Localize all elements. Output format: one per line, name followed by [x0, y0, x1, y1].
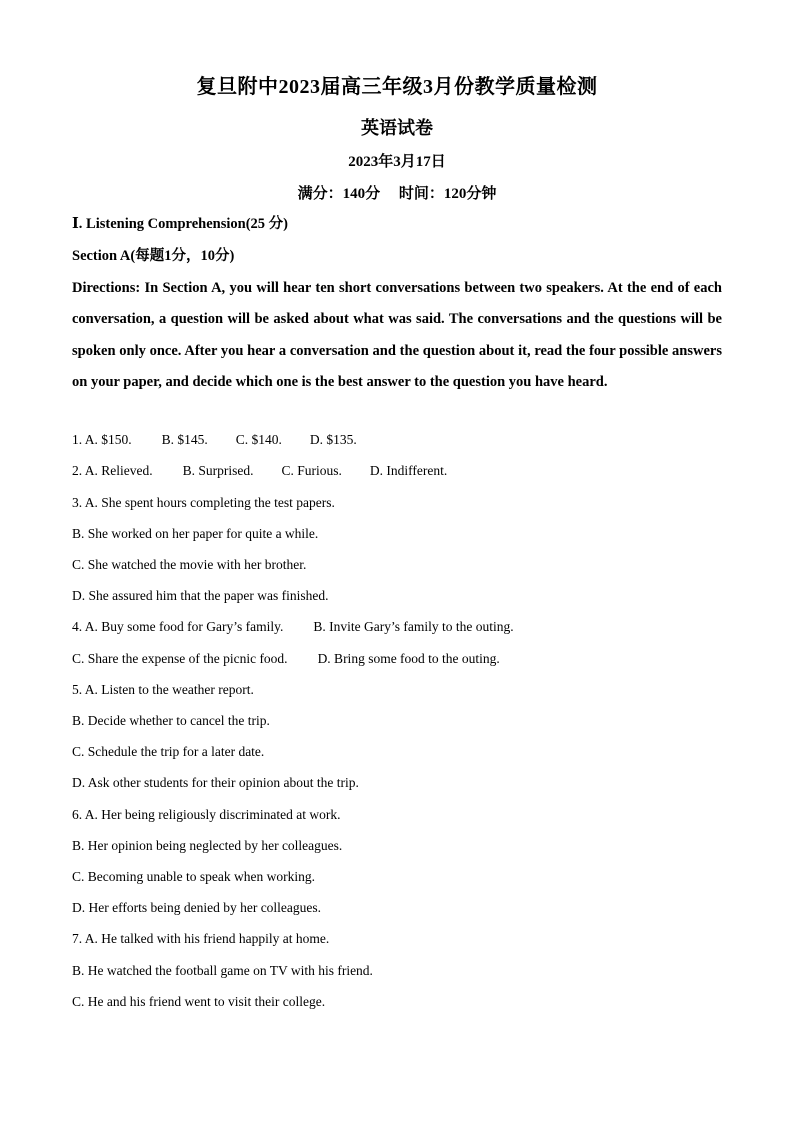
- q1-option-a: 1. A. $150.: [72, 432, 132, 447]
- q7-option-a: 7. A. He talked with his friend happily at home.: [72, 931, 330, 946]
- q1-option-b: B. $145.: [161, 432, 208, 447]
- q6-option-b: B. Her opinion being neglected by her colleagues.: [72, 838, 343, 853]
- q2-option-d: D. Indifferent.: [369, 463, 448, 478]
- exam-date: 2023年3月17日: [348, 154, 446, 170]
- q4-option-c: C. Share the expense of the picnic food.: [72, 651, 288, 666]
- score-and-time: 满分：140分 时间：120分钟: [297, 186, 497, 202]
- q4-option-a: 4. A. Buy some food for Gary’s family.: [72, 619, 284, 634]
- q3-option-b: B. She worked on her paper for quite a while.: [72, 526, 319, 541]
- question-4-row-1: [72, 619, 514, 635]
- q4-option-b: B. Invite Gary’s family to the outing.: [313, 619, 514, 634]
- q1-option-d: D. $135.: [309, 432, 357, 447]
- q5-option-d: D. Ask other students for their opinion about the trip.: [72, 775, 359, 790]
- q5-option-a: 5. A. Listen to the weather report.: [72, 682, 254, 697]
- q3-option-d: D. She assured him that the paper was finished.: [72, 588, 329, 603]
- q6-option-d: D. Her efforts being denied by her colleagues.: [72, 900, 322, 915]
- question-1: [72, 432, 357, 448]
- q4-option-d: D. Bring some food to the outing.: [317, 651, 500, 666]
- question-2: [72, 463, 447, 479]
- exam-title: 复旦附中2023届高三年级3月份教学质量检测: [196, 76, 598, 98]
- directions-paragraph: Directions: In Section A, you will hear ten short conversations between two speakers. At the end of each conversation, a question will be asked about what was said. The conversations and the questions will be spoken only once. After you hear a conversation and the question about it, read the four possible answers on your paper, and decide which one is the best answer to the question you have heard.: [72, 280, 722, 390]
- q2-option-c: C. Furious.: [281, 463, 342, 478]
- question-4-row-2: [72, 651, 500, 667]
- q6-option-c: C. Becoming unable to speak when working.: [72, 869, 315, 884]
- q5-option-c: C. Schedule the trip for a later date.: [72, 744, 265, 759]
- q5-option-b: B. Decide whether to cancel the trip.: [72, 713, 270, 728]
- q6-option-a: 6. A. Her being religiously discriminated at work.: [72, 807, 341, 822]
- q3-option-c: C. She watched the movie with her brother.: [72, 557, 307, 572]
- q3-option-a: 3. A. She spent hours completing the test papers.: [72, 495, 335, 510]
- q7-option-c: C. He and his friend went to visit their college.: [72, 994, 326, 1009]
- q7-option-b: B. He watched the football game on TV with his friend.: [72, 963, 373, 978]
- part-heading: Ⅰ. Listening Comprehension(25 分): [72, 216, 288, 232]
- q2-option-a: 2. A. Relieved.: [72, 463, 153, 478]
- section-heading: Section A(每题1分，10分): [72, 248, 235, 264]
- exam-subtitle: 英语试卷: [361, 118, 433, 138]
- q1-option-c: C. $140.: [235, 432, 282, 447]
- q2-option-b: B. Surprised.: [182, 463, 254, 478]
